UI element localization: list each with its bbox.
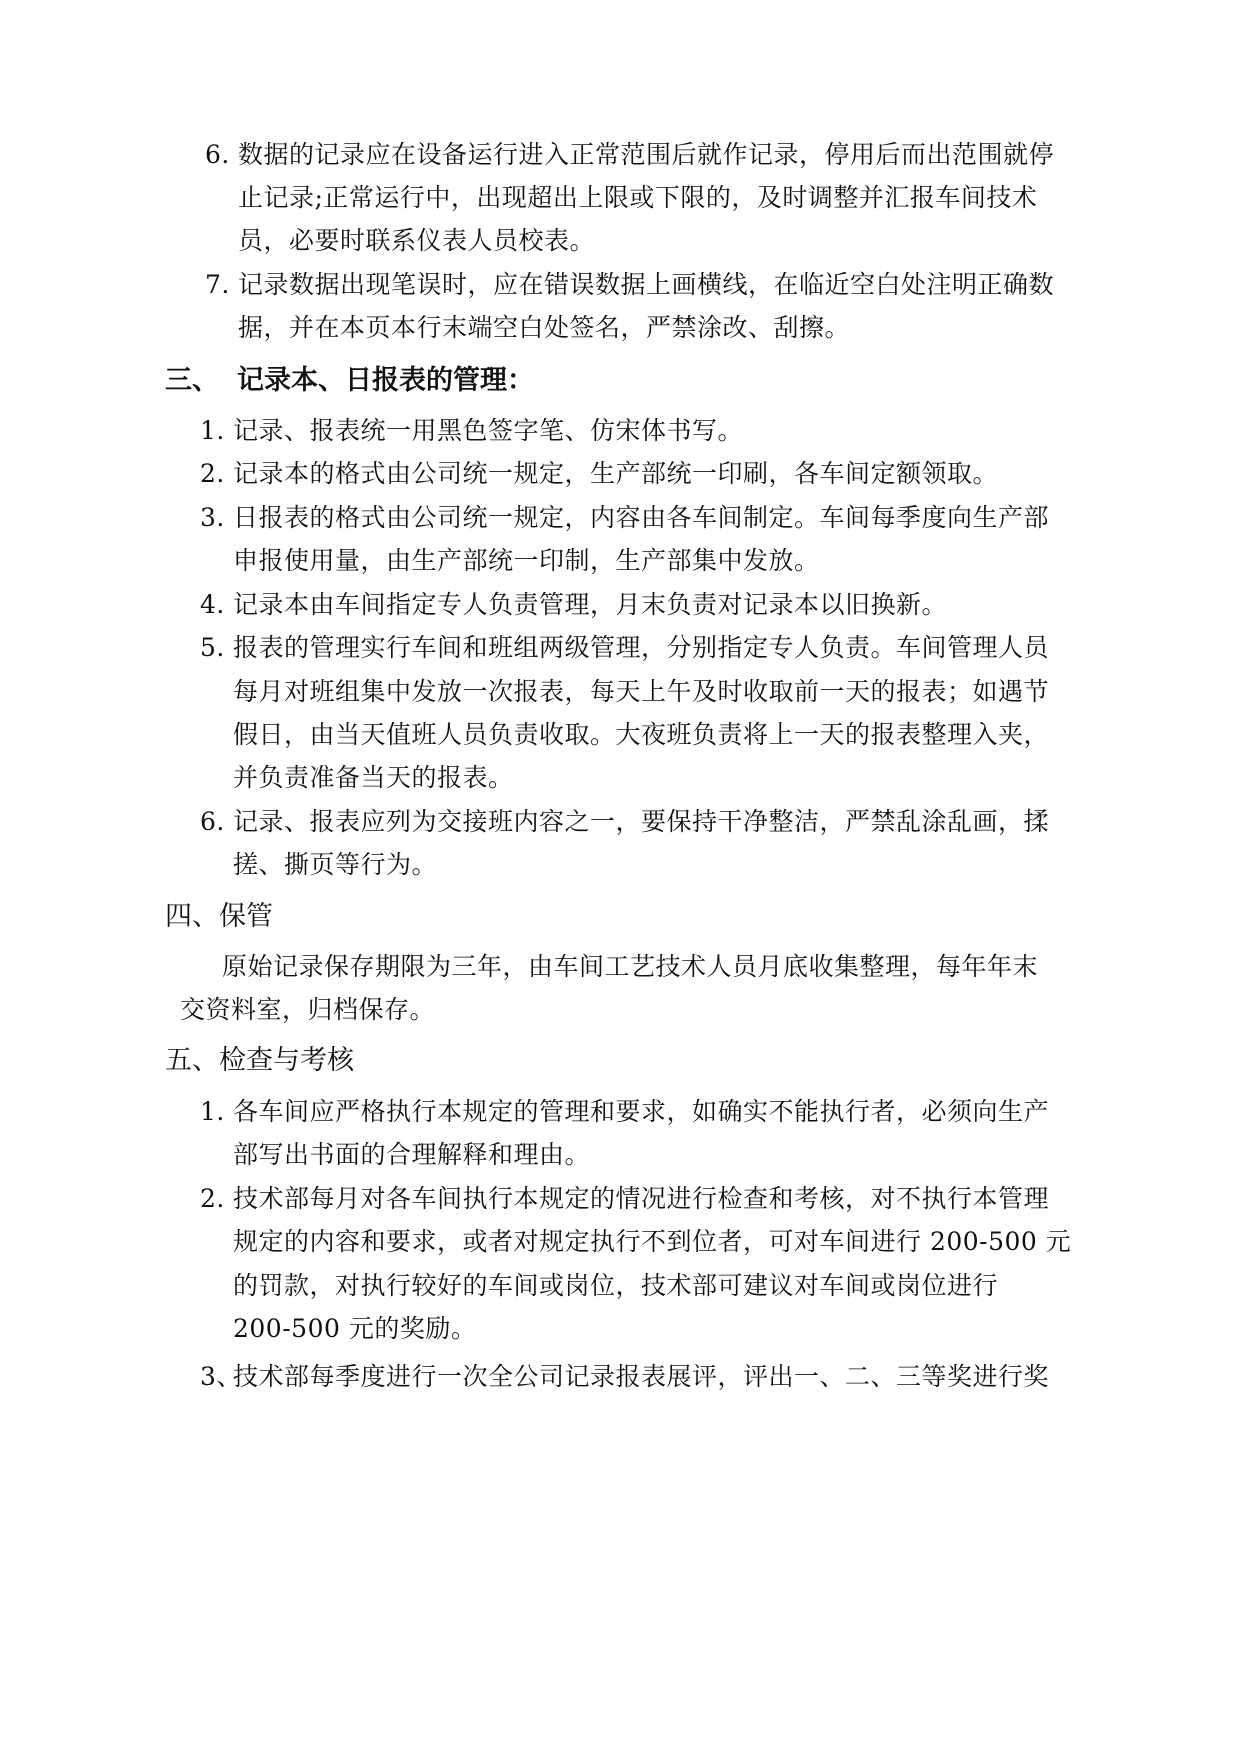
list-item-text: 200-500 元的奖励。 bbox=[233, 1314, 477, 1343]
list-item-text: 的罚款，对执行较好的车间或岗位，技术部可建议对车间或岗位进行 bbox=[233, 1271, 999, 1300]
section-heading: 五、检查与考核 bbox=[165, 1045, 354, 1076]
list-item-text: 每月对班组集中发放一次报表，每天上午及时收取前一天的报表；如遇节 bbox=[233, 677, 1050, 706]
paragraph-line: 原始记录保存期限为三年，由车间工艺技术人员月底收集整理，每年年末 bbox=[222, 952, 1039, 981]
list-item-number: 2. bbox=[200, 1184, 225, 1213]
list-item-number: 5. bbox=[200, 633, 225, 662]
paragraph-line: 交资料室，归档保存。 bbox=[180, 995, 436, 1024]
list-item-text: 记录、报表统一用黑色签字笔、仿宋体书写。 bbox=[233, 416, 744, 445]
list-item-text: 报表的管理实行车间和班组两级管理，分别指定专人负责。车间管理人员 bbox=[233, 633, 1050, 662]
list-item-number: 6. bbox=[205, 140, 230, 169]
list-item-text: 记录数据出现笔误时，应在错误数据上画横线，在临近空白处注明正确数 bbox=[238, 270, 1055, 299]
list-item-number: 7. bbox=[205, 270, 230, 299]
list-item-text: 数据的记录应在设备运行进入正常范围后就作记录，停用后而出范围就停 bbox=[238, 140, 1055, 169]
list-item-text: 日报表的格式由公司统一规定，内容由各车间制定。车间每季度向生产部 bbox=[233, 503, 1050, 532]
list-item-text: 据，并在本页本行末端空白处签名，严禁涂改、刮擦。 bbox=[238, 313, 851, 342]
list-item-number: 1. bbox=[200, 1097, 225, 1126]
list-item-number: 1. bbox=[200, 416, 225, 445]
list-item-text: 部写出书面的合理解释和理由。 bbox=[233, 1140, 591, 1169]
list-item-text: 并负责准备当天的报表。 bbox=[233, 763, 514, 792]
list-item-text: 止记录;正常运行中，出现超出上限或下限的，及时调整并汇报车间技术 bbox=[238, 183, 1038, 212]
list-item-text: 员，必要时联系仪表人员校表。 bbox=[238, 226, 596, 255]
list-item-number: 3、 bbox=[200, 1362, 242, 1391]
list-item-number: 6. bbox=[200, 807, 225, 836]
list-item-text: 搓、撕页等行为。 bbox=[233, 850, 438, 879]
list-item-text: 记录本由车间指定专人负责管理，月末负责对记录本以旧换新。 bbox=[233, 590, 948, 619]
section-heading: 三、 记录本、日报表的管理： bbox=[165, 365, 534, 396]
list-item-text: 各车间应严格执行本规定的管理和要求，如确实不能执行者，必须向生产 bbox=[233, 1097, 1050, 1126]
list-item-text: 记录、报表应列为交接班内容之一，要保持干净整洁，严禁乱涂乱画，揉 bbox=[233, 807, 1050, 836]
list-item-text: 假日，由当天值班人员负责收取。大夜班负责将上一天的报表整理入夹， bbox=[233, 720, 1050, 749]
list-item-text: 记录本的格式由公司统一规定，生产部统一印刷，各车间定额领取。 bbox=[233, 459, 999, 488]
list-item-text: 申报使用量，由生产部统一印制，生产部集中发放。 bbox=[233, 546, 820, 575]
list-item-number: 3. bbox=[200, 503, 225, 532]
section-heading: 四、保管 bbox=[165, 901, 273, 932]
list-item-text: 技术部每月对各车间执行本规定的情况进行检查和考核，对不执行本管理 bbox=[233, 1184, 1050, 1213]
list-item-text: 规定的内容和要求，或者对规定执行不到位者，可对车间进行 200-500 元 bbox=[233, 1227, 1072, 1256]
list-item-text: 技术部每季度进行一次全公司记录报表展评，评出一、二、三等奖进行奖 bbox=[233, 1362, 1050, 1391]
list-item-number: 2. bbox=[200, 459, 225, 488]
list-item-number: 4. bbox=[200, 590, 225, 619]
